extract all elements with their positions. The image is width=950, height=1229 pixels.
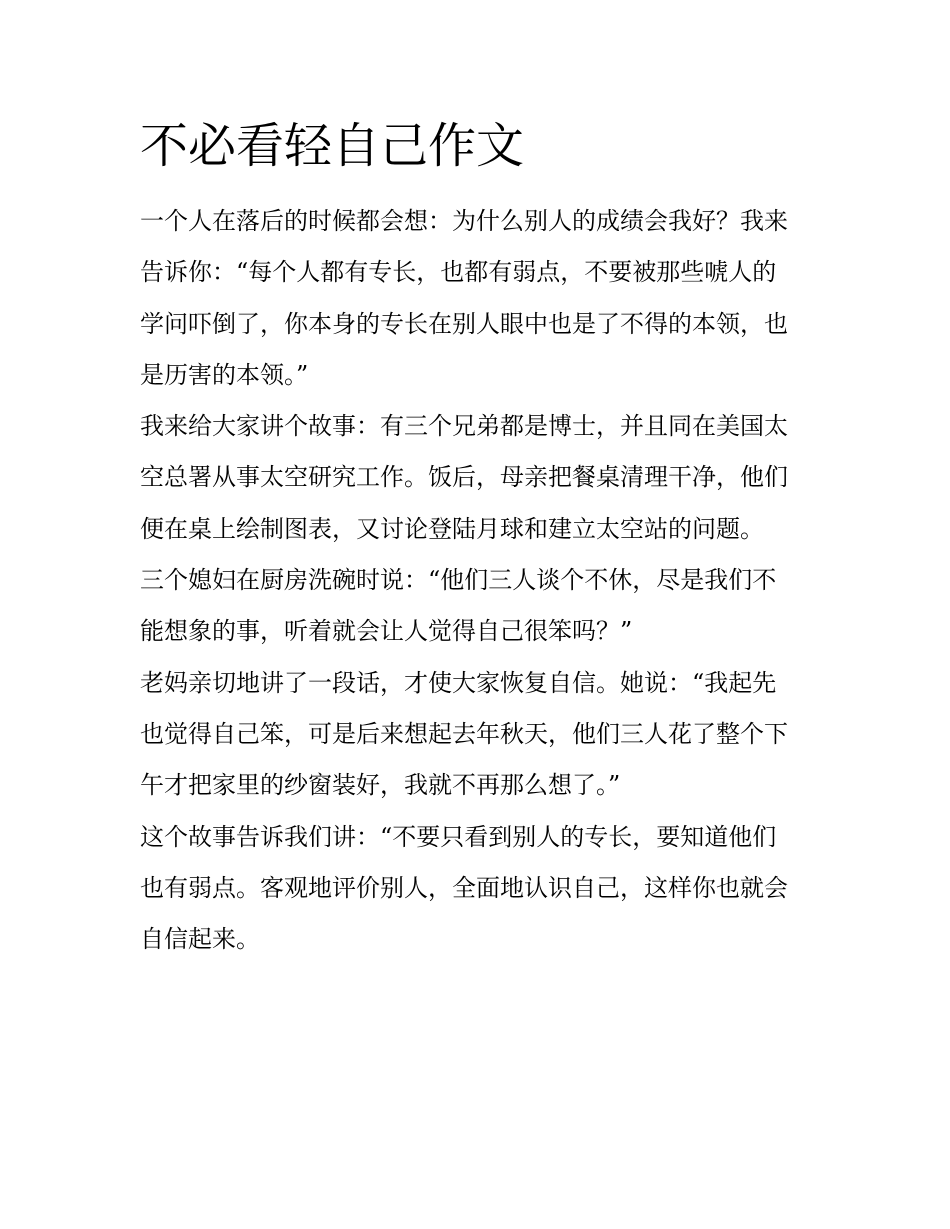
body-line: 午才把家里的纱窗装好，我就不再那么想了。” bbox=[140, 771, 621, 800]
body-line: 便在桌上绘制图表，又讨论登陆月球和建立太空站的问题。 bbox=[140, 514, 764, 543]
body-line: 也有弱点。客观地评价别人，全面地认识自己，这样你也就会 bbox=[140, 873, 788, 902]
body-line: 我来给大家讲个故事：有三个兄弟都是博士，并且同在美国太 bbox=[140, 412, 788, 441]
body-line: 告诉你：“每个人都有专长，也都有弱点，不要被那些唬人的 bbox=[140, 258, 777, 287]
body-line: 空总署从事太空研究工作。饭后，母亲把餐桌清理干净，他们 bbox=[140, 463, 788, 492]
document-body bbox=[140, 196, 812, 965]
document-title: 不必看轻自己作文 bbox=[140, 118, 525, 174]
body-line: 这个故事告诉我们讲：“不要只看到别人的专长，要知道他们 bbox=[140, 822, 777, 851]
body-line: 学问吓倒了，你本身的专长在别人眼中也是了不得的本领，也 bbox=[140, 309, 788, 338]
body-line: 一个人在落后的时候都会想：为什么别人的成绩会我好？我来 bbox=[140, 207, 788, 235]
body-line: 也觉得自己笨，可是后来想起去年秋天，他们三人花了整个下 bbox=[140, 719, 788, 748]
body-line: 老妈亲切地讲了一段话，才使大家恢复自信。她说：“我起先 bbox=[140, 668, 777, 697]
body-line: 能想象的事，听着就会让人觉得自己很笨吗？” bbox=[140, 617, 633, 646]
body-line: 自信起来。 bbox=[140, 925, 260, 954]
body-line: 是历害的本领。” bbox=[140, 360, 309, 389]
body-line: 三个媳妇在厨房洗碗时说：“他们三人谈个不休，尽是我们不 bbox=[140, 566, 777, 595]
